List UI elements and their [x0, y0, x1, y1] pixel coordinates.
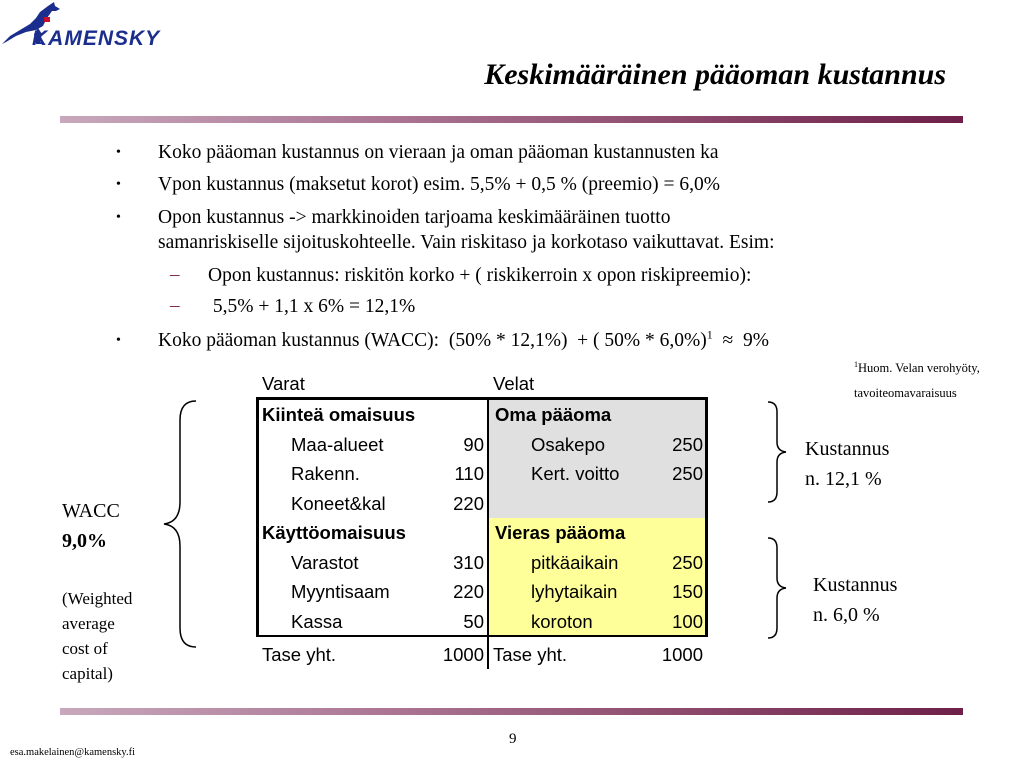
asset-row-label: Myyntisaam [291, 581, 390, 602]
bullet-wacc-calculation [158, 329, 769, 353]
wacc-value: 9,0% [62, 530, 107, 552]
asset-row-value: 220 [453, 493, 484, 514]
wacc-desc-line: average [62, 614, 115, 633]
debt-cost-label [813, 570, 897, 630]
debt-cost-line2: n. 6,0 % [813, 604, 880, 626]
liabilities-header: Velat [493, 373, 535, 394]
page-number: 9 [509, 731, 517, 747]
equity-title: Oma pääoma [495, 404, 612, 425]
dash-icon: – [170, 264, 180, 285]
wacc-title: WACC [62, 500, 120, 522]
total-liabilities-label: Tase yht. [493, 644, 568, 665]
sub-bullet-calculation: 5,5% + 1,1 x 6% = 12,1% [208, 296, 416, 317]
liability-row-label: Kert. voitto [531, 463, 620, 484]
wacc-desc-line: capital) [62, 664, 113, 683]
total-assets-label: Tase yht. [262, 644, 337, 665]
asset-row-value: 220 [453, 581, 484, 602]
liability-row-label: pitkäaikain [531, 552, 619, 573]
footnote-marker: 1 [706, 327, 713, 342]
bullet-wacc-definition: Koko pääoman kustannus on vieraan ja oman pääoman kustannusten ka [158, 142, 719, 163]
wacc-label [62, 496, 120, 556]
assets-header: Varat [262, 373, 305, 394]
bullet-equity-cost-line2: samanriskiselle sijoituskohteelle. Vain riskitaso ja korkotaso vaikuttavat. Esim: [158, 232, 775, 253]
footnote [854, 356, 980, 406]
footnote-line2: tavoiteomavaraisuus [854, 386, 957, 400]
dash-icon: – [170, 295, 180, 316]
liability-row-value: 250 [672, 552, 703, 573]
asset-row-value: 110 [454, 463, 484, 484]
asset-row-label: Varastot [291, 552, 359, 573]
asset-row-label: Rakenn. [291, 463, 360, 484]
current-assets-title: Käyttöomaisuus [262, 522, 406, 543]
sub-bullet-formula: Opon kustannus: riskitön korko + ( riskikerroin x opon riskipreemio): [208, 265, 752, 286]
top-divider [60, 116, 963, 123]
debt-title: Vieras pääoma [495, 522, 626, 543]
bullet-icon: • [116, 210, 121, 225]
bullet-icon: • [116, 333, 121, 348]
wacc-desc-line: cost of [62, 639, 108, 658]
liability-row-value: 250 [672, 463, 703, 484]
total-assets-value: 1000 [442, 644, 484, 665]
fixed-assets-title: Kiinteä omaisuus [262, 404, 416, 425]
asset-row-value: 50 [463, 611, 484, 632]
company-logo [0, 0, 170, 56]
liability-row-label: koroton [531, 611, 593, 632]
right-brace-equity-icon [764, 400, 790, 504]
asset-row-label: Maa-alueet [291, 434, 384, 455]
right-brace-debt-icon [764, 536, 790, 640]
bullet-debt-cost: Vpon kustannus (maksetut korot) esim. 5,5% + 0,5 % (preemio) = 6,0% [158, 174, 720, 195]
total-liabilities-value: 1000 [661, 644, 703, 665]
footer-email: esa.makelainen@kamensky.fi [10, 747, 136, 758]
logo-wordmark: KAMENSKY [32, 27, 161, 50]
table-right-border [705, 397, 708, 637]
bullet-icon: • [116, 177, 121, 192]
footnote-line1: Huom. Velan verohyöty, [858, 361, 980, 375]
equity-cost-line2: n. 12,1 % [805, 468, 882, 490]
wacc-description [62, 586, 132, 686]
bullet-icon: • [116, 145, 121, 160]
bullet-equity-cost-line1: Opon kustannus -> markkinoiden tarjoama keskimääräinen tuotto [158, 207, 671, 228]
liability-row-value: 100 [672, 611, 703, 632]
page-title: Keskimääräinen pääoman kustannus [484, 58, 946, 91]
wacc-result: ≈ 9% [712, 330, 769, 351]
debt-cost-line1: Kustannus [813, 574, 898, 596]
equity-cost-label [805, 434, 889, 494]
bottom-divider [60, 708, 963, 715]
footnote-number: 1 [854, 359, 858, 369]
left-brace-icon [160, 398, 200, 650]
table-left-border [256, 397, 259, 637]
asset-row-value: 310 [453, 552, 484, 573]
equity-cost-line1: Kustannus [805, 438, 890, 460]
asset-row-value: 90 [463, 434, 484, 455]
asset-row-label: Koneet&kal [291, 493, 386, 514]
table-middle-divider [487, 397, 489, 669]
wacc-formula: Koko pääoman kustannus (WACC): (50% * 12,1%) + ( 50% * 6,0%) [158, 330, 707, 351]
wacc-desc-line: (Weighted [62, 589, 133, 608]
liability-row-value: 150 [672, 581, 703, 602]
asset-row-label: Kassa [291, 611, 343, 632]
liability-row-label: Osakepo [531, 434, 606, 455]
liability-row-label: lyhytaikain [531, 581, 618, 602]
liability-row-value: 250 [672, 434, 703, 455]
